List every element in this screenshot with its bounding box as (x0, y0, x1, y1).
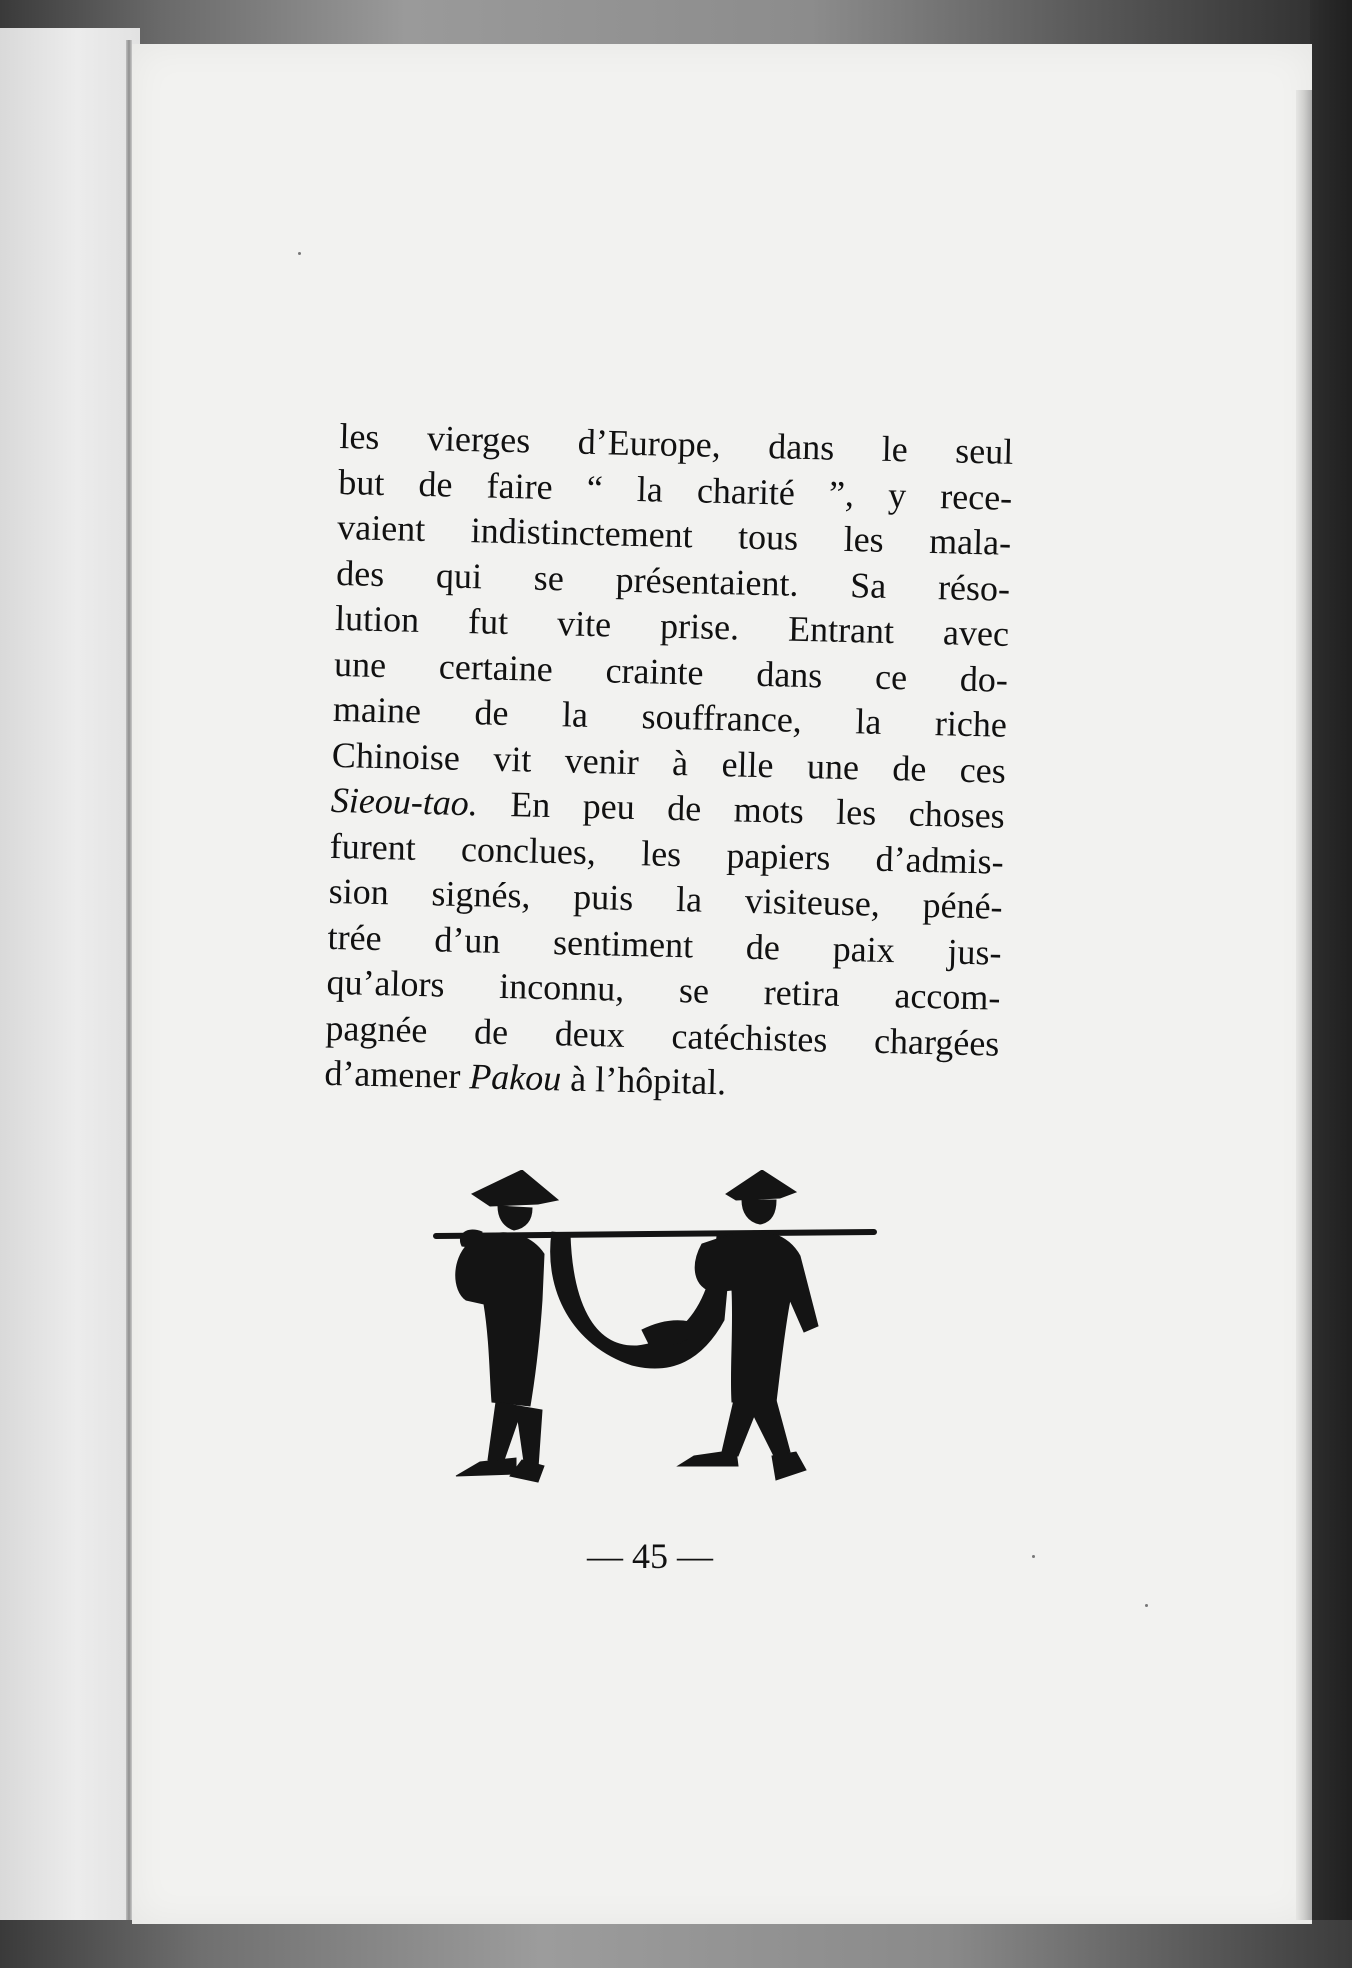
text-run: En peu de mots les choses (477, 783, 1006, 836)
text-line: qu’alors inconnu, se retira accom- (326, 961, 1001, 1018)
text-line: maine de la souffrance, la riche (332, 688, 1008, 745)
paper-speck (298, 252, 301, 255)
text-run: à l’hôpital. (560, 1058, 727, 1103)
text-line: des qui se présentaient. Sa réso- (335, 552, 1011, 609)
text-line: les vierges d’Europe, dans le seul (339, 415, 1014, 472)
page-edge-shadow (1296, 90, 1312, 1920)
text-line: furent conclues, les papiers d’admis- (329, 825, 1005, 882)
facing-page-edge (0, 28, 140, 1938)
text-line: trée d’un sentiment de paix jus- (327, 916, 1002, 973)
paper-speck (1145, 1604, 1148, 1607)
italic-term: Sieou-tao. (330, 779, 479, 824)
text-line: sion signés, puis la visiteuse, péné- (328, 870, 1004, 927)
scanner-right-edge (1310, 0, 1352, 1968)
text-line: lution fut vite prise. Entrant avec (334, 597, 1010, 654)
text-line: pagnée de deux catéchistes chargées (325, 1007, 1000, 1064)
text-line: Chinoise vit venir à elle une de ces (331, 734, 1007, 791)
italic-term: Pakou (468, 1056, 562, 1099)
body-text (324, 414, 1014, 1112)
scanner-top-edge (0, 0, 1352, 45)
scanner-bottom-edge (0, 1920, 1352, 1968)
page-number: — 45 — (587, 1536, 713, 1576)
text-run: d’amener (324, 1052, 470, 1097)
text-line: but de faire “ la charité ”, y rece- (337, 461, 1013, 518)
two-porters-carrying-hammock-icon (432, 1170, 882, 1510)
text-line: une certaine crainte dans ce do- (333, 643, 1009, 700)
text-line: vaient indistinctement tous les mala- (336, 506, 1012, 563)
paper-speck (1032, 1555, 1035, 1558)
